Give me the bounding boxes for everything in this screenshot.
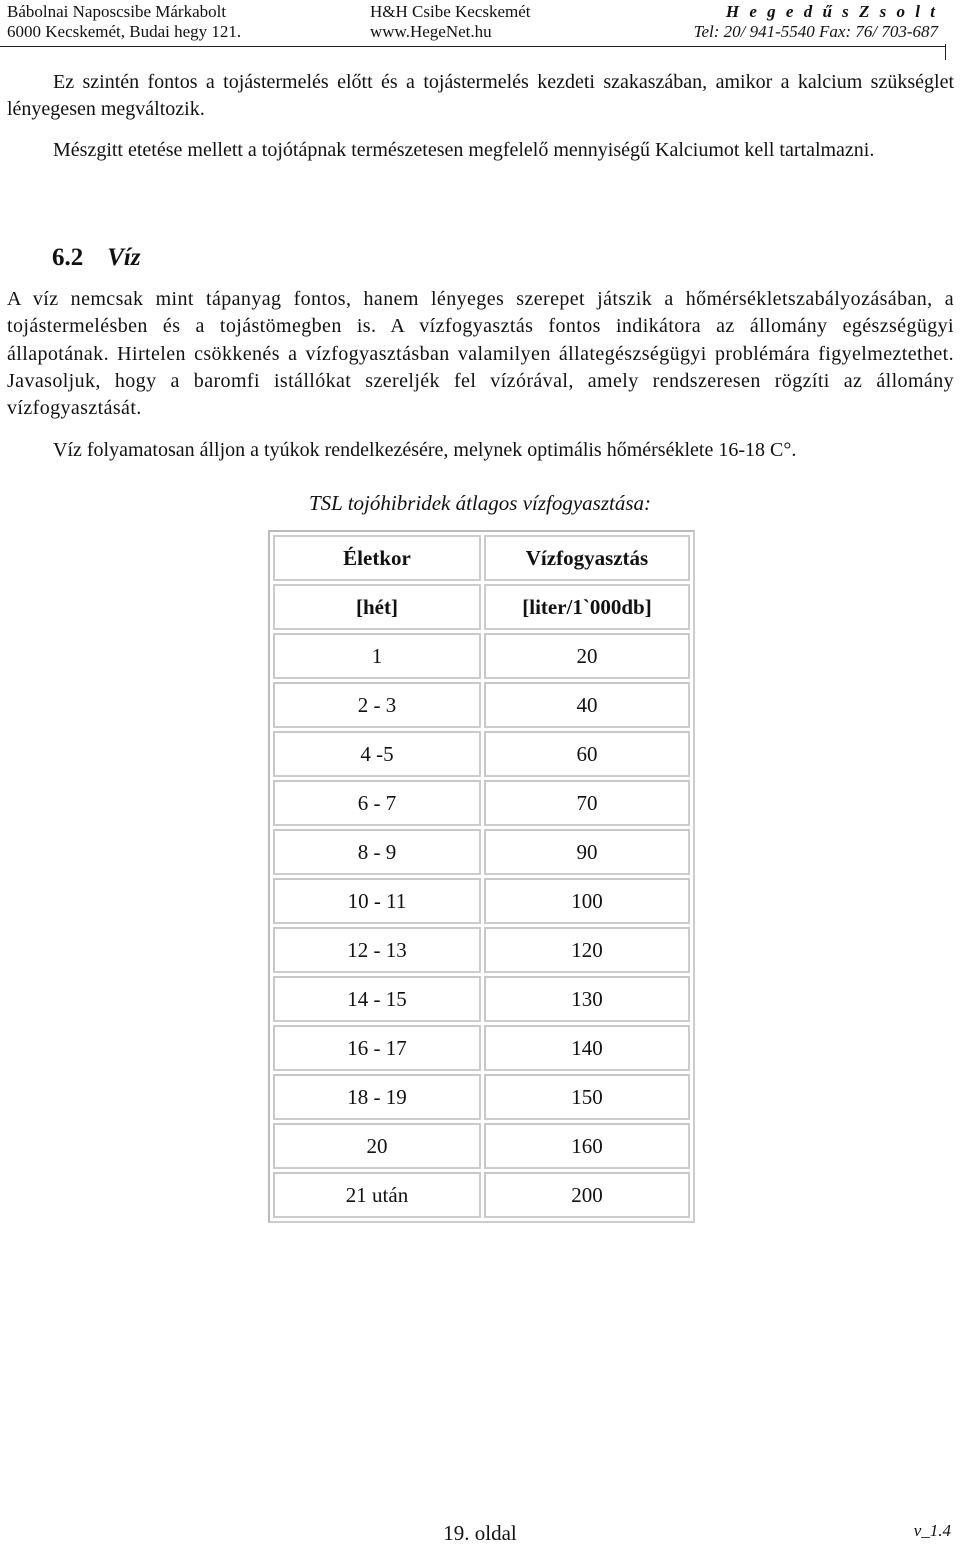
table-row	[273, 829, 690, 875]
section-number: 6.2	[52, 244, 84, 271]
column-unit-age: [hét]	[273, 584, 481, 630]
water-cell: 140	[484, 1025, 690, 1071]
water-cell: 200	[484, 1172, 690, 1218]
section-title: Víz	[107, 244, 141, 271]
company-name: H&H Csibe Kecskemét	[370, 2, 531, 21]
water-cell: 40	[484, 682, 690, 728]
website-link[interactable]: www.HegeNet.hu	[370, 22, 492, 41]
age-cell: 6 - 7	[273, 780, 481, 826]
table-row	[273, 1172, 690, 1218]
header-left	[7, 2, 241, 42]
table-row	[273, 780, 690, 826]
document-version: v_1.4	[913, 1521, 951, 1540]
shop-name: Bábolnai Naposcsibe Márkabolt	[7, 2, 227, 21]
age-cell: 10 - 11	[273, 878, 481, 924]
page-number: 19. oldal	[443, 1521, 517, 1545]
water-cell: 130	[484, 976, 690, 1022]
age-cell: 4 -5	[273, 731, 481, 777]
paragraph-water-temperature: Víz folyamatosan álljon a tyúkok rendelkezésére, melynek optimális hőmérséklete 16-18 C°.	[53, 439, 797, 461]
table-row	[273, 633, 690, 679]
water-cell: 150	[484, 1074, 690, 1120]
table-row	[273, 878, 690, 924]
table-caption: TSL tojóhibridek átlagos vízfogyasztása:	[308, 491, 652, 515]
water-cell: 120	[484, 927, 690, 973]
paragraph-calcium: Ez szintén fontos a tojástermelés előtt és a tojástermelés kezdeti szakaszában, amikor a kalcium szükséglet lényegesen megváltozik.	[7, 71, 954, 121]
water-cell: 70	[484, 780, 690, 826]
header-right	[694, 2, 938, 42]
owner-name: H e g e d ű s Z s o l t	[725, 2, 938, 21]
paragraph-water: A víz nemcsak mint tápanyag fontos, hanem lényeges szerepet játszik a hőmérsékletszabályozásában, a tojástermelésben és a tojástömegben is. A vízfogyasztás fontos indikátora az állomány egészségügyi állapotának. Hirtelen csökkenés a vízfogyasztásban valamilyen állategészségügyi problémára figyelmeztethet. Javasoljuk, hogy a baromfi istállókat szereljék fel vízórával, amely rendszeresen rögzíti az állomány vízfogyasztását.	[7, 288, 954, 420]
age-cell: 14 - 15	[273, 976, 481, 1022]
table-row	[273, 927, 690, 973]
age-cell: 8 - 9	[273, 829, 481, 875]
water-cell: 160	[484, 1123, 690, 1169]
section-heading	[52, 244, 141, 272]
table-row	[273, 1123, 690, 1169]
age-cell: 16 - 17	[273, 1025, 481, 1071]
age-cell: 2 - 3	[273, 682, 481, 728]
table-row	[273, 682, 690, 728]
header-divider-tick	[945, 44, 946, 60]
water-consumption-table	[268, 530, 695, 1223]
contact-phone: Tel: 20/ 941-5540 Fax: 76/ 703-687	[693, 22, 938, 41]
header-middle	[370, 2, 531, 42]
table-header-row	[273, 535, 690, 581]
water-cell: 100	[484, 878, 690, 924]
column-header-water: Vízfogyasztás	[484, 535, 690, 581]
age-cell: 20	[273, 1123, 481, 1169]
age-cell: 12 - 13	[273, 927, 481, 973]
age-cell: 21 után	[273, 1172, 481, 1218]
table-unit-row	[273, 584, 690, 630]
column-header-age: Életkor	[273, 535, 481, 581]
water-cell: 90	[484, 829, 690, 875]
column-unit-water: [liter/1`000db]	[484, 584, 690, 630]
table-row	[273, 1074, 690, 1120]
water-cell: 20	[484, 633, 690, 679]
shop-address: 6000 Kecskemét, Budai hegy 121.	[7, 22, 242, 41]
age-cell: 1	[273, 633, 481, 679]
age-cell: 18 - 19	[273, 1074, 481, 1120]
paragraph-meszgitt: Mészgitt etetése mellett a tojótápnak természetesen megfelelő mennyiségű Kalciumot kell tartalmazni.	[53, 139, 875, 161]
header-divider	[0, 46, 946, 47]
table-row	[273, 976, 690, 1022]
water-cell: 60	[484, 731, 690, 777]
table-row	[273, 731, 690, 777]
table-row	[273, 1025, 690, 1071]
